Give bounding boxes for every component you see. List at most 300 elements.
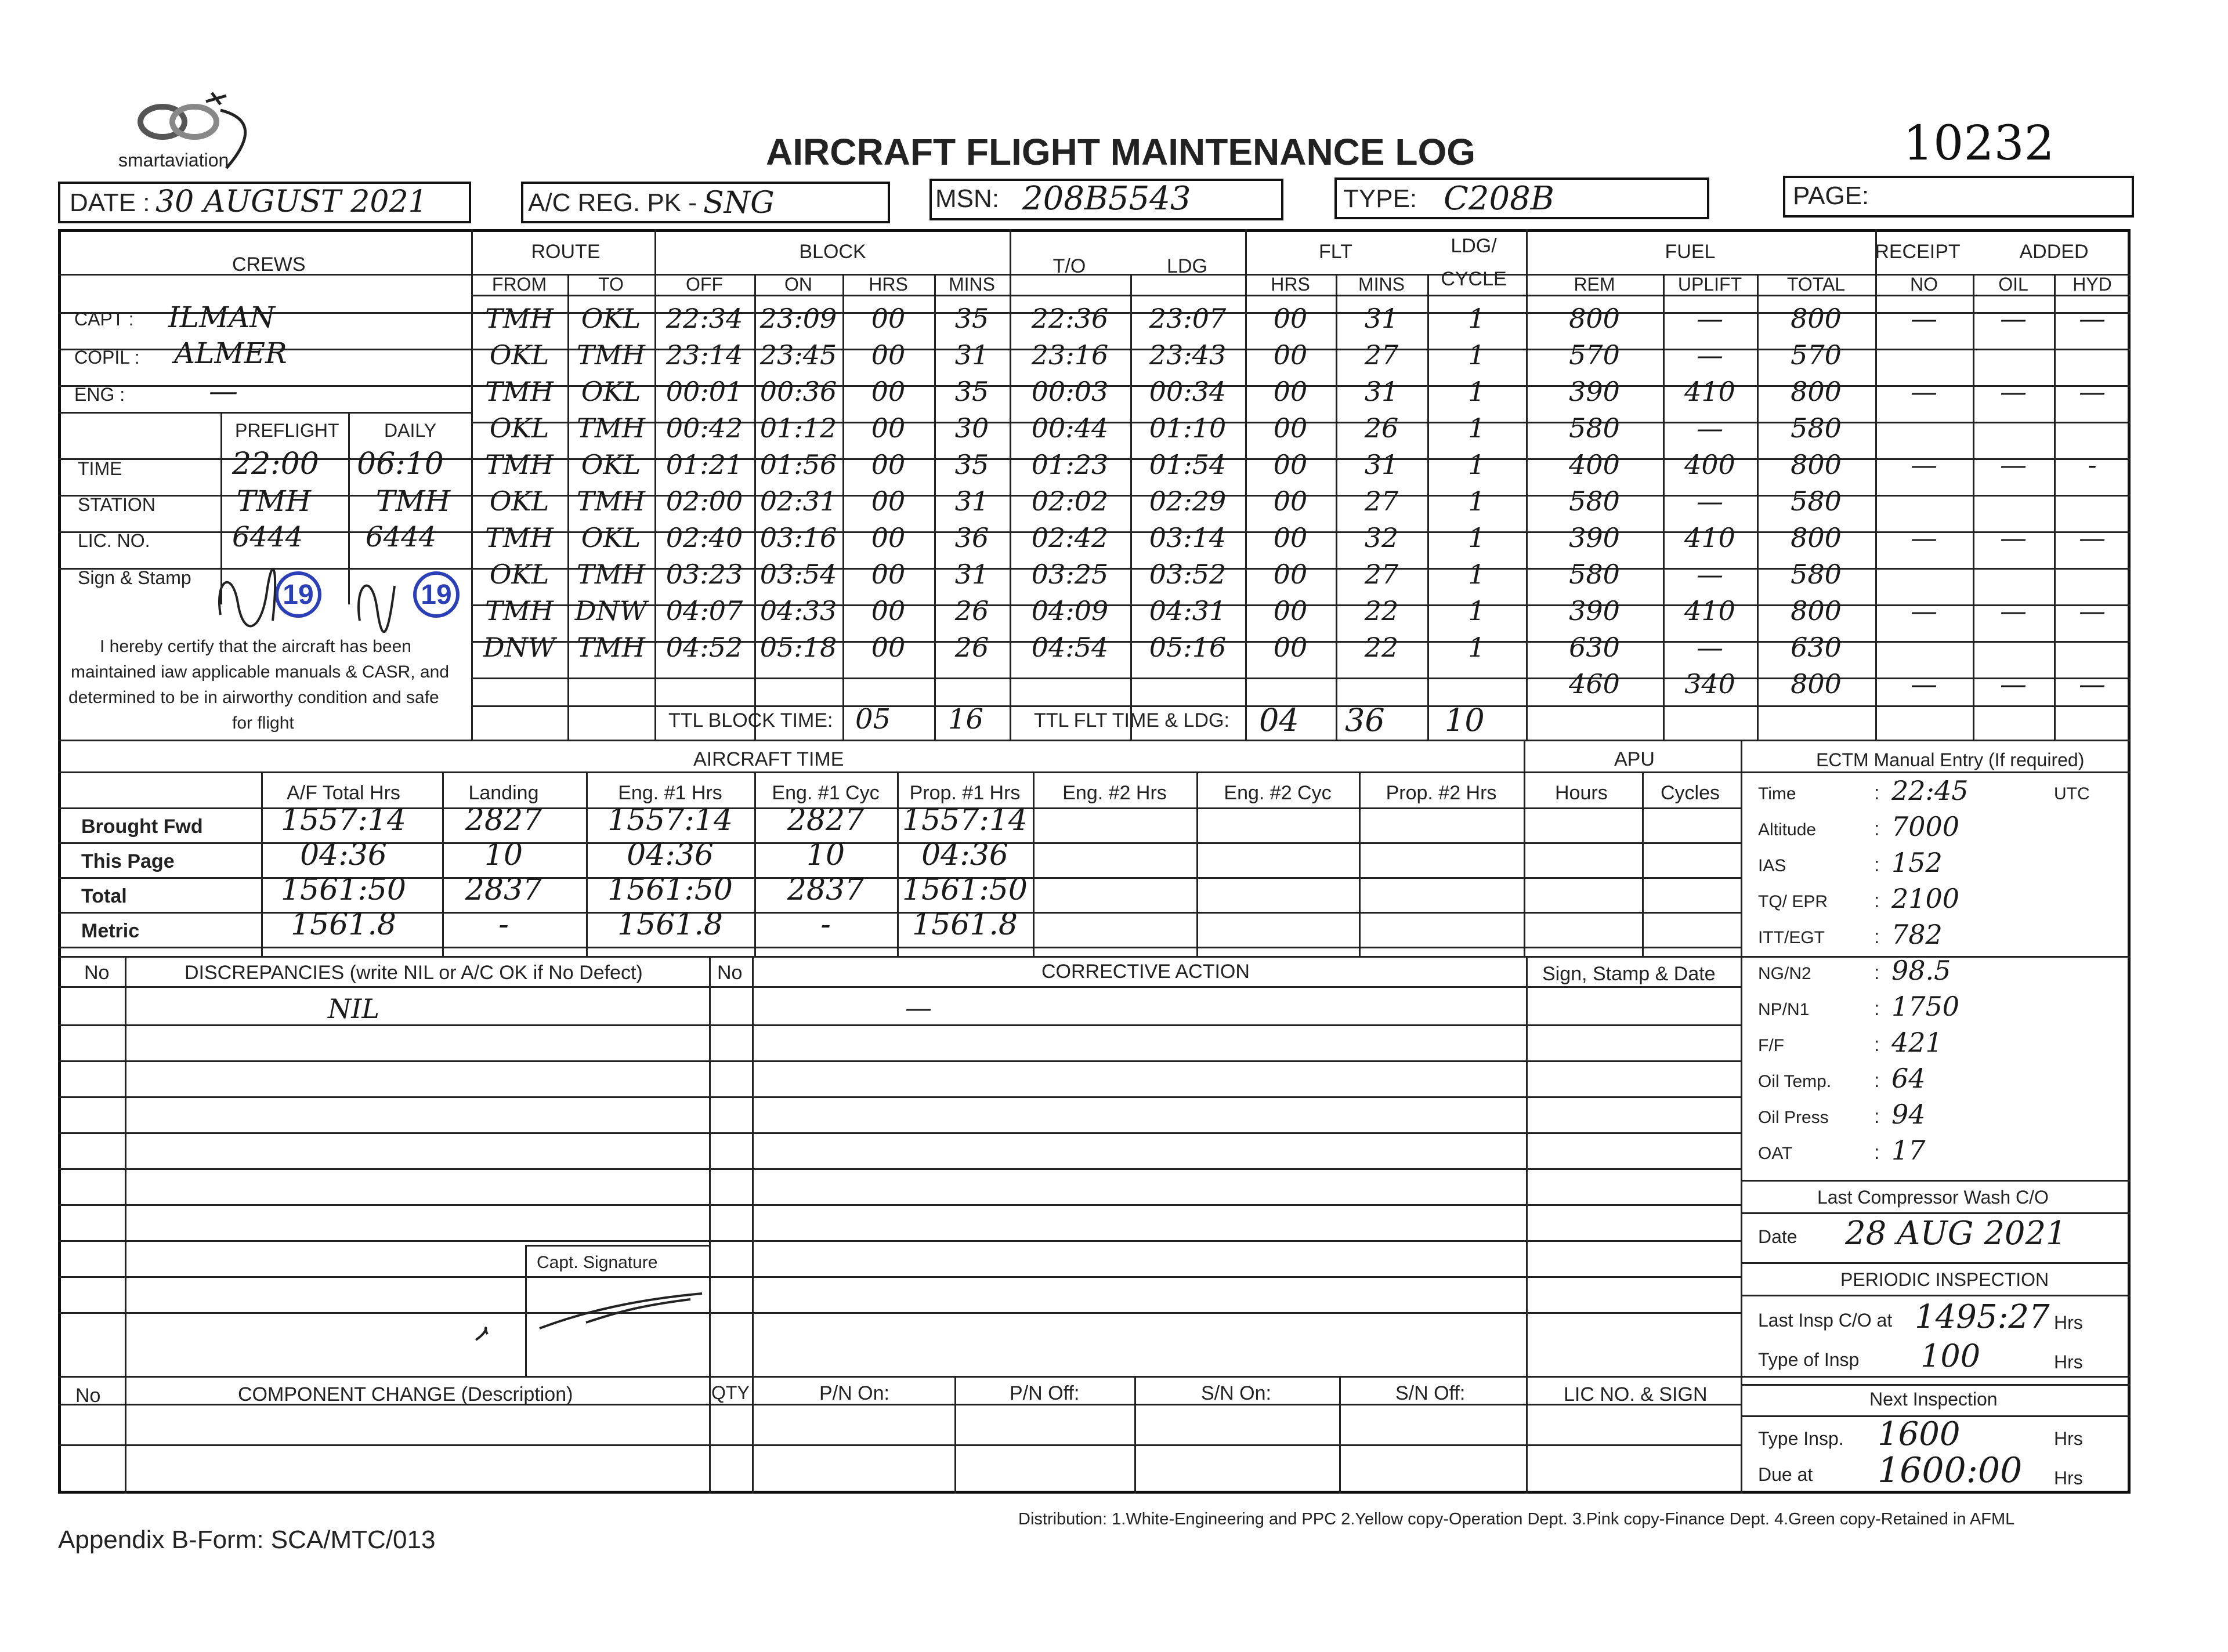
ttl-block-hrs: 05 bbox=[855, 703, 891, 736]
flight-cell-hyd: — bbox=[2079, 376, 2106, 407]
crews-header: CREWS bbox=[232, 253, 306, 276]
apu-cycles-header: Cycles bbox=[1661, 782, 1720, 804]
page-number-label: PAGE: bbox=[1793, 182, 1869, 210]
apu-title: APU bbox=[1614, 748, 1655, 770]
flight-cell-receipt: — bbox=[1911, 595, 1937, 626]
flight-cell-mins: 30 bbox=[954, 412, 989, 444]
grid-line bbox=[1526, 956, 1528, 1494]
aircraft-time-cell: 2837 bbox=[465, 872, 542, 907]
grid-line bbox=[1130, 274, 1132, 740]
column-sub-header: TO bbox=[598, 274, 624, 295]
group-header: LDG bbox=[1167, 255, 1207, 277]
ectm-value: 782 bbox=[1891, 919, 1943, 950]
flight-cell-rem: 400 bbox=[1569, 449, 1620, 480]
daily-stamp-icon: 19 bbox=[413, 571, 460, 618]
grid-line bbox=[1663, 274, 1665, 740]
ectm-label: IAS bbox=[1758, 856, 1786, 875]
ectm-value: 2100 bbox=[1891, 883, 1960, 914]
sign-stamp-label: Sign & Stamp bbox=[78, 567, 191, 588]
capt-signature-icon bbox=[470, 1276, 714, 1346]
flight-cell-cycle: 1 bbox=[1468, 449, 1485, 480]
ectm-value: 94 bbox=[1891, 1099, 1926, 1130]
flight-cell-uplift: 400 bbox=[1684, 449, 1735, 480]
flight-cell-rem: 390 bbox=[1569, 522, 1620, 553]
grid-line bbox=[58, 1168, 1741, 1170]
column-sub-header: HRS bbox=[1271, 274, 1310, 295]
ectm-colon: : bbox=[1874, 926, 1880, 948]
flight-cell-to: OKL bbox=[581, 449, 641, 480]
flight-cell-off: 03:23 bbox=[665, 559, 743, 590]
flight-cell-on: 01:56 bbox=[759, 449, 837, 480]
flight-cell-flt_hrs: 00 bbox=[1273, 449, 1308, 480]
flight-cell-rem: 390 bbox=[1569, 376, 1620, 407]
flight-cell-ldg: 01:10 bbox=[1149, 412, 1227, 444]
flight-cell-uplift: — bbox=[1697, 632, 1723, 663]
flight-cell-from: OKL bbox=[489, 412, 549, 444]
flight-cell-from: TMH bbox=[485, 595, 554, 626]
flight-cell-ldg: 03:52 bbox=[1149, 559, 1227, 590]
column-sub-header: NO bbox=[1910, 274, 1938, 295]
compressor-date-label: Date bbox=[1758, 1226, 1797, 1247]
preflight-station: TMH bbox=[237, 484, 312, 518]
grid-line bbox=[1196, 771, 1198, 956]
flight-cell-receipt: — bbox=[1911, 449, 1937, 480]
component-title: COMPONENT CHANGE (Description) bbox=[238, 1383, 573, 1405]
flight-cell-total: 580 bbox=[1791, 412, 1842, 444]
aircraft-time-column-header: Eng. #2 Hrs bbox=[1062, 782, 1167, 804]
flight-cell-from: TMH bbox=[485, 522, 554, 553]
aircraft-time-column-header: Eng. #2 Cyc bbox=[1224, 782, 1332, 804]
grid-line bbox=[58, 1024, 1741, 1026]
station-label: STATION bbox=[78, 494, 155, 515]
flight-cell-to: OKL bbox=[581, 303, 641, 334]
flight-cell-rem: 460 bbox=[1569, 668, 1620, 700]
aircraft-time-column-header: Eng. #1 Cyc bbox=[772, 782, 880, 804]
flight-cell-hyd: — bbox=[2079, 303, 2106, 334]
aircraft-time-cell: - bbox=[820, 907, 831, 942]
flight-cell-from: TMH bbox=[485, 376, 554, 407]
flight-cell-from: TMH bbox=[485, 449, 554, 480]
flight-cell-on: 03:16 bbox=[759, 522, 837, 553]
aircraft-time-cell: 04:36 bbox=[300, 838, 387, 872]
column-sub-header: REM bbox=[1574, 274, 1615, 295]
aircraft-time-column-header: A/F Total Hrs bbox=[287, 782, 400, 804]
flight-cell-flt_mins: 31 bbox=[1364, 449, 1399, 480]
ectm-colon: : bbox=[1874, 818, 1880, 840]
grid-line bbox=[442, 771, 444, 956]
grid-line bbox=[752, 1376, 754, 1494]
flight-cell-rem: 390 bbox=[1569, 595, 1620, 626]
group-header-cycle: CYCLE bbox=[1441, 268, 1507, 290]
flight-cell-cycle: 1 bbox=[1468, 486, 1485, 517]
flight-cell-total: 570 bbox=[1791, 339, 1842, 371]
grid-line bbox=[58, 1240, 1741, 1242]
flight-cell-to: OKL bbox=[581, 522, 641, 553]
grid-line bbox=[1359, 771, 1361, 956]
flight-cell-total: 800 bbox=[1791, 522, 1842, 553]
aircraft-time-cell: 04:36 bbox=[921, 838, 1008, 872]
flight-cell-hrs: 00 bbox=[871, 303, 906, 334]
column-sub-header: UPLIFT bbox=[1677, 274, 1742, 295]
due-label: Due at bbox=[1758, 1464, 1813, 1485]
flight-cell-cycle: 1 bbox=[1468, 595, 1485, 626]
flight-cell-mins: 26 bbox=[954, 595, 989, 626]
ectm-unit: UTC bbox=[2054, 784, 2090, 803]
flight-cell-total: 580 bbox=[1791, 486, 1842, 517]
flight-cell-hrs: 00 bbox=[871, 412, 906, 444]
grid-line bbox=[58, 740, 2131, 741]
grid-line bbox=[1339, 1376, 1341, 1494]
ectm-label: NP/N1 bbox=[1758, 1000, 1810, 1019]
reg-label: A/C REG. PK - bbox=[528, 189, 697, 217]
grid-line bbox=[1741, 1180, 2131, 1182]
flight-cell-rem: 580 bbox=[1569, 559, 1620, 590]
ectm-value: 1750 bbox=[1891, 991, 1960, 1022]
corrective-entry: — bbox=[905, 992, 932, 1023]
ectm-value: 152 bbox=[1891, 847, 1943, 878]
flight-cell-oil: — bbox=[2000, 522, 2027, 553]
flight-cell-to_time: 00:44 bbox=[1031, 412, 1109, 444]
grid-line bbox=[471, 229, 473, 740]
aircraft-time-column-header: Prop. #1 Hrs bbox=[909, 782, 1021, 804]
group-header: BLOCK bbox=[799, 241, 866, 263]
flight-cell-cycle: 1 bbox=[1468, 303, 1485, 334]
flight-cell-to_time: 02:02 bbox=[1031, 486, 1109, 517]
copil-label: COPIL : bbox=[74, 347, 140, 368]
grid-line bbox=[1973, 274, 1974, 740]
aircraft-time-title: AIRCRAFT TIME bbox=[693, 748, 844, 770]
aircraft-time-row-label: This Page bbox=[81, 850, 175, 872]
periodic-title: PERIODIC INSPECTION bbox=[1840, 1269, 2049, 1290]
ectm-label: TQ/ EPR bbox=[1758, 892, 1828, 911]
grid-line bbox=[1245, 229, 1247, 740]
flight-cell-rem: 630 bbox=[1569, 632, 1620, 663]
flight-cell-flt_mins: 22 bbox=[1364, 595, 1399, 626]
group-header: RECEIPT bbox=[1875, 241, 1961, 263]
daily-header: DAILY bbox=[384, 420, 437, 441]
column-sub-header: HRS bbox=[869, 274, 908, 295]
flight-cell-from: DNW bbox=[483, 632, 556, 663]
group-header: LDG/ bbox=[1451, 235, 1497, 257]
flight-cell-to: TMH bbox=[577, 412, 645, 444]
aircraft-time-cell: 1561.8 bbox=[617, 907, 723, 942]
flight-cell-to_time: 01:23 bbox=[1031, 449, 1109, 480]
grid-line bbox=[1642, 771, 1644, 956]
msn-label: MSN: bbox=[935, 184, 999, 213]
grid-line bbox=[1524, 771, 1525, 956]
ectm-label: NG/N2 bbox=[1758, 964, 1811, 983]
flight-cell-to: TMH bbox=[577, 559, 645, 590]
flight-cell-on: 23:09 bbox=[759, 303, 837, 334]
grid-line bbox=[1741, 1384, 2131, 1386]
log-serial-number: 10232 bbox=[1903, 116, 2055, 171]
flight-cell-to: TMH bbox=[577, 632, 645, 663]
due-unit: Hrs bbox=[2054, 1468, 2083, 1488]
company-logo bbox=[87, 87, 284, 180]
ectm-colon: : bbox=[1874, 854, 1880, 876]
capt-value: ILMAN bbox=[168, 300, 276, 334]
flight-cell-mins: 35 bbox=[954, 303, 989, 334]
page-title: AIRCRAFT FLIGHT MAINTENANCE LOG bbox=[766, 131, 1475, 173]
flight-cell-on: 00:36 bbox=[759, 376, 837, 407]
aircraft-time-cell: 10 bbox=[484, 838, 523, 872]
certify-line-2: maintained iaw applicable manuals & CASR, and bbox=[71, 662, 450, 682]
group-header: ROUTE bbox=[531, 241, 601, 263]
flight-cell-total: 800 bbox=[1791, 595, 1842, 626]
discrepancy-title: DISCREPANCIES (write NIL or A/C OK if No Defect) bbox=[185, 962, 643, 984]
flight-cell-from: OKL bbox=[489, 559, 549, 590]
lic-sign-header: LIC NO. & SIGN bbox=[1564, 1383, 1708, 1405]
aircraft-time-cell: 2837 bbox=[787, 872, 865, 907]
flight-cell-hrs: 00 bbox=[871, 486, 906, 517]
aircraft-time-row-label: Metric bbox=[81, 920, 140, 942]
flight-cell-to_time: 02:42 bbox=[1031, 522, 1109, 553]
type-insp-label: Type of Insp bbox=[1758, 1349, 1860, 1370]
grid-line bbox=[567, 274, 569, 740]
ectm-value: 17 bbox=[1891, 1135, 1926, 1166]
flight-cell-off: 00:42 bbox=[665, 412, 743, 444]
qty-header: QTY bbox=[711, 1382, 750, 1403]
aircraft-time-row-label: Total bbox=[81, 885, 127, 907]
flight-cell-oil: — bbox=[2000, 303, 2027, 334]
flight-cell-uplift: 340 bbox=[1684, 668, 1735, 700]
next-type-value: 1600 bbox=[1878, 1415, 1961, 1453]
grid-line bbox=[1336, 274, 1337, 740]
flight-cell-flt_mins: 32 bbox=[1364, 522, 1399, 553]
flight-cell-mins: 26 bbox=[954, 632, 989, 663]
ectm-colon: : bbox=[1874, 782, 1880, 804]
grid-line bbox=[754, 771, 756, 956]
flight-cell-mins: 35 bbox=[954, 449, 989, 480]
flight-cell-uplift: 410 bbox=[1684, 376, 1735, 407]
grid-line bbox=[58, 1312, 1741, 1314]
last-insp-value: 1495:27 bbox=[1915, 1298, 2050, 1336]
flight-cell-mins: 31 bbox=[954, 486, 989, 517]
flight-cell-to_time: 00:03 bbox=[1031, 376, 1109, 407]
aircraft-time-cell: - bbox=[498, 907, 509, 942]
grid-line bbox=[525, 1245, 709, 1247]
grid-line bbox=[1524, 740, 1525, 771]
ectm-value: 64 bbox=[1891, 1063, 1926, 1094]
aircraft-time-cell: 1561:50 bbox=[902, 872, 1028, 907]
grid-line bbox=[1526, 229, 1528, 740]
flight-cell-cycle: 1 bbox=[1468, 522, 1485, 553]
flight-cell-off: 04:07 bbox=[665, 595, 743, 626]
column-sub-header: FROM bbox=[491, 274, 547, 295]
corrective-title: CORRECTIVE ACTION bbox=[1041, 961, 1250, 983]
grid-line bbox=[1741, 1295, 2131, 1296]
grid-line bbox=[1741, 956, 1742, 1494]
flight-cell-flt_mins: 27 bbox=[1364, 486, 1399, 517]
flight-cell-hyd: — bbox=[2079, 668, 2106, 700]
ttl-block-mins: 16 bbox=[948, 703, 984, 736]
flight-cell-flt_mins: 22 bbox=[1364, 632, 1399, 663]
grid-line bbox=[2054, 274, 2056, 740]
flight-cell-rem: 580 bbox=[1569, 486, 1620, 517]
flight-cell-uplift: — bbox=[1697, 486, 1723, 517]
flight-cell-ldg: 03:14 bbox=[1149, 522, 1227, 553]
flight-cell-hrs: 00 bbox=[871, 522, 906, 553]
ttl-flt-hrs: 04 bbox=[1259, 702, 1299, 738]
ttl-flt-label: TTL FLT TIME & LDG: bbox=[1034, 709, 1229, 731]
pn-off-header: P/N Off: bbox=[1010, 1382, 1080, 1404]
time-label: TIME bbox=[78, 458, 122, 479]
flight-cell-to_time: 04:09 bbox=[1031, 595, 1109, 626]
aircraft-time-column-header: Landing bbox=[468, 782, 539, 804]
ectm-colon: : bbox=[1874, 998, 1880, 1020]
grid-line bbox=[897, 771, 899, 956]
grid-line bbox=[58, 1444, 1741, 1446]
ectm-label: Oil Press bbox=[1758, 1108, 1829, 1127]
ttl-block-label: TTL BLOCK TIME: bbox=[668, 709, 833, 731]
logo-text: smartaviation bbox=[118, 150, 229, 171]
flight-cell-flt_hrs: 00 bbox=[1273, 303, 1308, 334]
aircraft-time-cell: 2827 bbox=[787, 803, 865, 838]
grid-line bbox=[58, 947, 1741, 948]
date-value: 30 AUGUST 2021 bbox=[155, 184, 428, 219]
flight-cell-cycle: 1 bbox=[1468, 339, 1485, 371]
flight-cell-on: 02:31 bbox=[759, 486, 837, 517]
flight-cell-cycle: 1 bbox=[1468, 412, 1485, 444]
flight-cell-flt_hrs: 00 bbox=[1273, 339, 1308, 371]
aircraft-time-column-header: Prop. #2 Hrs bbox=[1386, 782, 1497, 804]
grid-line bbox=[1134, 1376, 1136, 1494]
grid-line bbox=[1741, 1262, 2131, 1264]
flight-cell-receipt: — bbox=[1911, 668, 1937, 700]
flight-cell-flt_mins: 26 bbox=[1364, 412, 1399, 444]
flight-cell-uplift: — bbox=[1697, 412, 1723, 444]
flight-cell-hyd: — bbox=[2079, 522, 2106, 553]
daily-station: TMH bbox=[376, 484, 451, 518]
aircraft-time-cell: 1557:14 bbox=[902, 803, 1028, 838]
flight-cell-cycle: 1 bbox=[1468, 632, 1485, 663]
grid-line bbox=[471, 705, 2131, 707]
preflight-stamp-icon: 19 bbox=[275, 571, 321, 618]
ectm-colon: : bbox=[1874, 890, 1880, 912]
date-label: DATE : bbox=[70, 189, 150, 217]
grid-line bbox=[842, 274, 844, 740]
grid-line bbox=[1427, 274, 1429, 740]
ectm-value: 7000 bbox=[1891, 811, 1960, 842]
capt-label: CAPT : bbox=[74, 309, 134, 329]
crew-signature-icon bbox=[209, 557, 464, 644]
flight-cell-flt_hrs: 00 bbox=[1273, 595, 1308, 626]
grid-line bbox=[954, 1376, 956, 1494]
preflight-header: PREFLIGHT bbox=[235, 420, 339, 441]
grid-line bbox=[58, 1132, 1741, 1134]
grid-line bbox=[1875, 229, 1877, 740]
aircraft-time-cell: 1561.8 bbox=[912, 907, 1018, 942]
ectm-label: ITT/EGT bbox=[1758, 928, 1825, 947]
ectm-value: 22:45 bbox=[1891, 775, 1969, 806]
flight-cell-ldg: 01:54 bbox=[1149, 449, 1227, 480]
flight-cell-on: 01:12 bbox=[759, 412, 837, 444]
grid-line bbox=[1033, 771, 1035, 956]
aircraft-time-cell: 1557:14 bbox=[607, 803, 733, 838]
flight-cell-to_time: 22:36 bbox=[1031, 303, 1109, 334]
flight-cell-flt_hrs: 00 bbox=[1273, 412, 1308, 444]
flight-cell-hrs: 00 bbox=[871, 339, 906, 371]
corrective-no-header: No bbox=[717, 962, 743, 984]
grid-line bbox=[58, 956, 2131, 958]
flight-cell-from: TMH bbox=[485, 303, 554, 334]
ectm-label: OAT bbox=[1758, 1144, 1793, 1163]
flight-cell-total: 800 bbox=[1791, 303, 1842, 334]
flight-cell-on: 23:45 bbox=[759, 339, 837, 371]
flight-cell-uplift: — bbox=[1697, 559, 1723, 590]
ectm-colon: : bbox=[1874, 1034, 1880, 1056]
grid-line bbox=[125, 956, 126, 1494]
ectm-value: 98.5 bbox=[1891, 955, 1951, 986]
certify-line-4: for flight bbox=[232, 713, 294, 733]
column-sub-header: OIL bbox=[1998, 274, 2028, 295]
ectm-title: ECTM Manual Entry (If required) bbox=[1816, 749, 2085, 770]
grid-line bbox=[58, 986, 1741, 988]
flight-cell-to: DNW bbox=[574, 595, 648, 626]
flight-cell-hyd: - bbox=[2088, 449, 2097, 480]
flight-cell-mins: 31 bbox=[954, 339, 989, 371]
flight-cell-uplift: — bbox=[1697, 339, 1723, 371]
flight-cell-rem: 580 bbox=[1569, 412, 1620, 444]
ectm-colon: : bbox=[1874, 1070, 1880, 1092]
grid-line bbox=[586, 771, 588, 956]
flight-cell-flt_hrs: 00 bbox=[1273, 376, 1308, 407]
flight-cell-total: 800 bbox=[1791, 376, 1842, 407]
ectm-label: Altitude bbox=[1758, 820, 1817, 839]
flight-cell-to_time: 04:54 bbox=[1031, 632, 1109, 663]
preflight-time: 22:00 bbox=[232, 447, 319, 481]
flight-cell-off: 02:00 bbox=[665, 486, 743, 517]
type-label: TYPE: bbox=[1343, 184, 1417, 213]
last-insp-label: Last Insp C/O at bbox=[1758, 1310, 1893, 1331]
column-sub-header: MINS bbox=[1358, 274, 1405, 295]
grid-line bbox=[1010, 229, 1011, 740]
flight-cell-mins: 35 bbox=[954, 376, 989, 407]
grid-line bbox=[261, 771, 263, 956]
compressor-date-value: 28 AUG 2021 bbox=[1845, 1215, 2067, 1252]
group-header: FUEL bbox=[1665, 241, 1716, 263]
flight-cell-cycle: 1 bbox=[1468, 559, 1485, 590]
flight-cell-off: 04:52 bbox=[665, 632, 743, 663]
grid-line bbox=[754, 274, 756, 740]
flight-cell-flt_mins: 31 bbox=[1364, 376, 1399, 407]
certify-line-1: I hereby certify that the aircraft has been bbox=[100, 637, 411, 656]
flight-cell-flt_mins: 27 bbox=[1364, 559, 1399, 590]
flight-cell-flt_mins: 27 bbox=[1364, 339, 1399, 371]
flight-cell-oil: — bbox=[2000, 595, 2027, 626]
flight-cell-receipt: — bbox=[1911, 303, 1937, 334]
ttl-ldg: 10 bbox=[1445, 702, 1485, 738]
aircraft-time-cell: 04:36 bbox=[627, 838, 714, 872]
ttl-flt-mins: 36 bbox=[1345, 702, 1385, 738]
column-sub-header: ON bbox=[784, 274, 812, 295]
flight-cell-off: 02:40 bbox=[665, 522, 743, 553]
apu-hours-header: Hours bbox=[1555, 782, 1608, 804]
grid-line bbox=[58, 1096, 1741, 1098]
group-header: ADDED bbox=[2019, 241, 2089, 263]
ectm-label: Time bbox=[1758, 784, 1796, 803]
eng-value: — bbox=[209, 374, 238, 408]
daily-time: 06:10 bbox=[357, 447, 444, 481]
flight-cell-hrs: 00 bbox=[871, 632, 906, 663]
flight-cell-to: TMH bbox=[577, 339, 645, 371]
sn-on-header: S/N On: bbox=[1201, 1382, 1271, 1404]
flight-cell-on: 03:54 bbox=[759, 559, 837, 590]
flight-cell-uplift: — bbox=[1697, 303, 1723, 334]
form-reference: Appendix B-Form: SCA/MTC/013 bbox=[58, 1526, 436, 1554]
column-sub-header: TOTAL bbox=[1786, 274, 1846, 295]
flight-cell-ldg: 05:16 bbox=[1149, 632, 1227, 663]
